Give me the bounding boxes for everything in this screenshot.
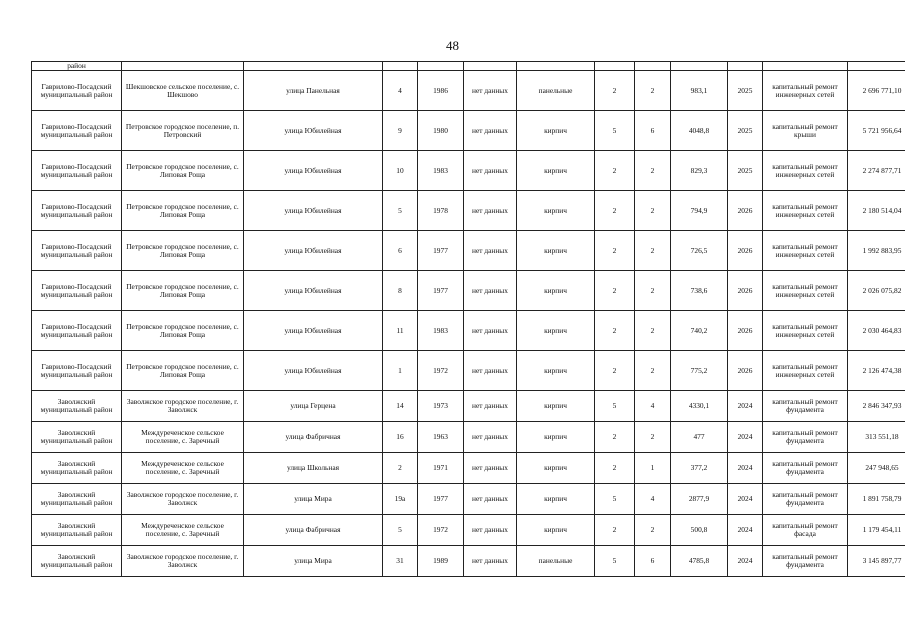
- floors-cell: 2: [595, 71, 635, 111]
- street-cell: улица Юбилейная: [244, 351, 383, 391]
- entrances-cell: 2: [635, 71, 671, 111]
- wall-material-cell: кирпич: [517, 422, 595, 453]
- housing-repair-table: [31, 61, 905, 577]
- cost-cell: 2 126 474,38: [848, 351, 905, 391]
- year-built-cell: 1972: [418, 351, 464, 391]
- planned-year-cell: 2024: [728, 391, 763, 422]
- planned-year-cell: 2026: [728, 271, 763, 311]
- year-overhaul-cell: нет данных: [464, 515, 517, 546]
- district-cell: Гаврилово-Посадский муниципальный район: [32, 271, 122, 311]
- cost-cell: 2 030 464,83: [848, 311, 905, 351]
- planned-year-cell: 2025: [728, 71, 763, 111]
- work-type-cell: капитальный ремонт инженерных сетей: [763, 71, 848, 111]
- cost-cell: 313 551,18: [848, 422, 905, 453]
- year-overhaul-cell: нет данных: [464, 231, 517, 271]
- wall-material-cell: кирпич: [517, 111, 595, 151]
- cost-cell: 3 145 897,77: [848, 546, 905, 577]
- settlement-cell: Петровское городское поселение, с. Липовая Роща: [122, 151, 244, 191]
- street-cell: улица Панельная: [244, 71, 383, 111]
- area-cell: 794,9: [671, 191, 728, 231]
- year-overhaul-cell: нет данных: [464, 311, 517, 351]
- wall-material-cell: панельные: [517, 71, 595, 111]
- house-number-cell: 8: [383, 271, 418, 311]
- floors-cell: 2: [595, 515, 635, 546]
- table-row: [32, 71, 905, 111]
- street-cell: улица Юбилейная: [244, 231, 383, 271]
- cost-cell: 2 180 514,04: [848, 191, 905, 231]
- area-cell: 983,1: [671, 71, 728, 111]
- cost-cell: 1 179 454,11: [848, 515, 905, 546]
- year-overhaul-cell: нет данных: [464, 151, 517, 191]
- wall-material-cell: кирпич: [517, 515, 595, 546]
- entrances-cell: 2: [635, 515, 671, 546]
- floors-cell: 2: [595, 422, 635, 453]
- house-number-cell: 4: [383, 71, 418, 111]
- cost-cell: 2 026 075,82: [848, 271, 905, 311]
- street-cell: улица Мира: [244, 546, 383, 577]
- year-overhaul-cell: нет данных: [464, 484, 517, 515]
- wall-material-cell: кирпич: [517, 351, 595, 391]
- planned-year-cell: 2026: [728, 351, 763, 391]
- table-row: [32, 391, 905, 422]
- year-built-cell: 1978: [418, 191, 464, 231]
- year-overhaul-cell: нет данных: [464, 422, 517, 453]
- settlement-cell: Заволжское городское поселение, г. Заволжск: [122, 391, 244, 422]
- cost-cell: 2 274 877,71: [848, 151, 905, 191]
- district-cell: район: [32, 62, 122, 71]
- street-cell: улица Школьная: [244, 453, 383, 484]
- year-overhaul-cell: нет данных: [464, 391, 517, 422]
- settlement-cell: Петровское городское поселение, с. Липовая Роща: [122, 271, 244, 311]
- house-number-cell: 19а: [383, 484, 418, 515]
- work-type-cell: капитальный ремонт фундамента: [763, 546, 848, 577]
- work-type-cell: капитальный ремонт фундамента: [763, 453, 848, 484]
- street-cell: улица Мира: [244, 484, 383, 515]
- year-overhaul-cell: нет данных: [464, 271, 517, 311]
- house-number-cell: 1: [383, 351, 418, 391]
- year-built-cell: 1977: [418, 231, 464, 271]
- area-cell: 775,2: [671, 351, 728, 391]
- year-built-cell: 1986: [418, 71, 464, 111]
- table-body: [32, 62, 905, 577]
- page-number: 48: [446, 38, 459, 53]
- street-cell: улица Фабричная: [244, 422, 383, 453]
- district-cell: Заволжский муниципальный район: [32, 546, 122, 577]
- table-row: [32, 484, 905, 515]
- settlement-cell: Междуреченское сельское поселение, с. Заречный: [122, 453, 244, 484]
- entrances-cell: 2: [635, 271, 671, 311]
- street-cell: улица Юбилейная: [244, 111, 383, 151]
- year-built-cell: 1973: [418, 391, 464, 422]
- work-type-cell: капитальный ремонт инженерных сетей: [763, 351, 848, 391]
- year-built-cell: 1989: [418, 546, 464, 577]
- table-row: [32, 231, 905, 271]
- district-cell: Гаврилово-Посадский муниципальный район: [32, 191, 122, 231]
- table-row: [32, 111, 905, 151]
- planned-year-cell: 2026: [728, 191, 763, 231]
- work-type-cell: капитальный ремонт инженерных сетей: [763, 271, 848, 311]
- wall-material-cell: панельные: [517, 546, 595, 577]
- wall-material-cell: кирпич: [517, 391, 595, 422]
- floors-cell: 2: [595, 151, 635, 191]
- area-cell: 477: [671, 422, 728, 453]
- floors-cell: 2: [595, 311, 635, 351]
- year-overhaul-cell: нет данных: [464, 71, 517, 111]
- year-built-cell: 1983: [418, 151, 464, 191]
- house-number-cell: 11: [383, 311, 418, 351]
- floors-cell: 2: [595, 231, 635, 271]
- district-cell: Гаврилово-Посадский муниципальный район: [32, 311, 122, 351]
- continuation-row: [32, 62, 905, 71]
- work-type-cell: капитальный ремонт крыши: [763, 111, 848, 151]
- district-cell: Заволжский муниципальный район: [32, 484, 122, 515]
- year-overhaul-cell: нет данных: [464, 453, 517, 484]
- house-number-cell: 9: [383, 111, 418, 151]
- settlement-cell: Петровское городское поселение, с. Липовая Роща: [122, 191, 244, 231]
- cost-cell: 1 992 883,95: [848, 231, 905, 271]
- street-cell: улица Юбилейная: [244, 311, 383, 351]
- settlement-cell: Петровское городское поселение, с. Липовая Роща: [122, 311, 244, 351]
- work-type-cell: капитальный ремонт фундамента: [763, 422, 848, 453]
- district-cell: Гаврилово-Посадский муниципальный район: [32, 111, 122, 151]
- work-type-cell: капитальный ремонт инженерных сетей: [763, 311, 848, 351]
- district-cell: Заволжский муниципальный район: [32, 453, 122, 484]
- house-number-cell: 5: [383, 191, 418, 231]
- work-type-cell: капитальный ремонт инженерных сетей: [763, 151, 848, 191]
- planned-year-cell: 2025: [728, 151, 763, 191]
- street-cell: улица Фабричная: [244, 515, 383, 546]
- work-type-cell: капитальный ремонт инженерных сетей: [763, 231, 848, 271]
- entrances-cell: 2: [635, 351, 671, 391]
- table-row: [32, 271, 905, 311]
- planned-year-cell: 2026: [728, 231, 763, 271]
- year-built-cell: 1963: [418, 422, 464, 453]
- year-overhaul-cell: нет данных: [464, 111, 517, 151]
- work-type-cell: капитальный ремонт фундамента: [763, 391, 848, 422]
- settlement-cell: Междуреченское сельское поселение, с. Заречный: [122, 515, 244, 546]
- table-row: [32, 351, 905, 391]
- district-cell: Гаврилово-Посадский муниципальный район: [32, 351, 122, 391]
- planned-year-cell: 2024: [728, 453, 763, 484]
- entrances-cell: 1: [635, 453, 671, 484]
- cost-cell: 247 948,65: [848, 453, 905, 484]
- floors-cell: 2: [595, 271, 635, 311]
- street-cell: улица Герцена: [244, 391, 383, 422]
- planned-year-cell: 2025: [728, 111, 763, 151]
- planned-year-cell: 2024: [728, 546, 763, 577]
- work-type-cell: капитальный ремонт фундамента: [763, 484, 848, 515]
- floors-cell: 5: [595, 484, 635, 515]
- floors-cell: 2: [595, 351, 635, 391]
- area-cell: 377,2: [671, 453, 728, 484]
- house-number-cell: 5: [383, 515, 418, 546]
- cost-cell: 2 696 771,10: [848, 71, 905, 111]
- area-cell: 500,8: [671, 515, 728, 546]
- area-cell: 4048,8: [671, 111, 728, 151]
- planned-year-cell: 2024: [728, 515, 763, 546]
- floors-cell: 2: [595, 191, 635, 231]
- area-cell: 726,5: [671, 231, 728, 271]
- settlement-cell: Междуреченское сельское поселение, с. Заречный: [122, 422, 244, 453]
- floors-cell: 5: [595, 111, 635, 151]
- year-overhaul-cell: нет данных: [464, 546, 517, 577]
- settlement-cell: Петровское городское поселение, с. Липовая Роща: [122, 351, 244, 391]
- wall-material-cell: кирпич: [517, 484, 595, 515]
- house-number-cell: 14: [383, 391, 418, 422]
- wall-material-cell: кирпич: [517, 311, 595, 351]
- entrances-cell: 6: [635, 546, 671, 577]
- table-row: [32, 422, 905, 453]
- table-row: [32, 546, 905, 577]
- table-row: [32, 191, 905, 231]
- work-type-cell: капитальный ремонт инженерных сетей: [763, 191, 848, 231]
- wall-material-cell: кирпич: [517, 271, 595, 311]
- street-cell: улица Юбилейная: [244, 151, 383, 191]
- entrances-cell: 4: [635, 391, 671, 422]
- street-cell: улица Юбилейная: [244, 191, 383, 231]
- area-cell: 740,2: [671, 311, 728, 351]
- entrances-cell: 2: [635, 191, 671, 231]
- floors-cell: 5: [595, 546, 635, 577]
- year-overhaul-cell: нет данных: [464, 191, 517, 231]
- settlement-cell: Петровское городское поселение, п. Петровский: [122, 111, 244, 151]
- wall-material-cell: кирпич: [517, 191, 595, 231]
- table-row: [32, 151, 905, 191]
- district-cell: Заволжский муниципальный район: [32, 515, 122, 546]
- entrances-cell: 2: [635, 151, 671, 191]
- settlement-cell: Петровское городское поселение, с. Липовая Роща: [122, 231, 244, 271]
- planned-year-cell: 2024: [728, 422, 763, 453]
- house-number-cell: 31: [383, 546, 418, 577]
- street-cell: улица Юбилейная: [244, 271, 383, 311]
- entrances-cell: 2: [635, 231, 671, 271]
- district-cell: Гаврилово-Посадский муниципальный район: [32, 151, 122, 191]
- year-built-cell: 1977: [418, 484, 464, 515]
- cost-cell: 5 721 956,64: [848, 111, 905, 151]
- year-built-cell: 1980: [418, 111, 464, 151]
- entrances-cell: 2: [635, 311, 671, 351]
- year-built-cell: 1971: [418, 453, 464, 484]
- house-number-cell: 2: [383, 453, 418, 484]
- table-row: [32, 515, 905, 546]
- district-cell: Заволжский муниципальный район: [32, 422, 122, 453]
- table-row: [32, 311, 905, 351]
- settlement-cell: Заволжское городское поселение, г. Заволжск: [122, 484, 244, 515]
- district-cell: Гаврилово-Посадский муниципальный район: [32, 71, 122, 111]
- district-cell: Гаврилово-Посадский муниципальный район: [32, 231, 122, 271]
- year-built-cell: 1972: [418, 515, 464, 546]
- planned-year-cell: 2026: [728, 311, 763, 351]
- house-number-cell: 10: [383, 151, 418, 191]
- work-type-cell: капитальный ремонт фасада: [763, 515, 848, 546]
- district-cell: Заволжский муниципальный район: [32, 391, 122, 422]
- floors-cell: 2: [595, 453, 635, 484]
- cost-cell: 1 891 758,79: [848, 484, 905, 515]
- house-number-cell: 6: [383, 231, 418, 271]
- entrances-cell: 6: [635, 111, 671, 151]
- wall-material-cell: кирпич: [517, 151, 595, 191]
- entrances-cell: 2: [635, 422, 671, 453]
- planned-year-cell: 2024: [728, 484, 763, 515]
- house-number-cell: 16: [383, 422, 418, 453]
- area-cell: 4330,1: [671, 391, 728, 422]
- year-built-cell: 1983: [418, 311, 464, 351]
- entrances-cell: 4: [635, 484, 671, 515]
- settlement-cell: Шекшовское сельское поселение, с. Шекшово: [122, 71, 244, 111]
- wall-material-cell: кирпич: [517, 453, 595, 484]
- table-row: [32, 453, 905, 484]
- year-overhaul-cell: нет данных: [464, 351, 517, 391]
- area-cell: 738,6: [671, 271, 728, 311]
- area-cell: 4785,8: [671, 546, 728, 577]
- year-built-cell: 1977: [418, 271, 464, 311]
- wall-material-cell: кирпич: [517, 231, 595, 271]
- area-cell: 2877,9: [671, 484, 728, 515]
- cost-cell: 2 846 347,93: [848, 391, 905, 422]
- settlement-cell: Заволжское городское поселение, г. Заволжск: [122, 546, 244, 577]
- floors-cell: 5: [595, 391, 635, 422]
- area-cell: 829,3: [671, 151, 728, 191]
